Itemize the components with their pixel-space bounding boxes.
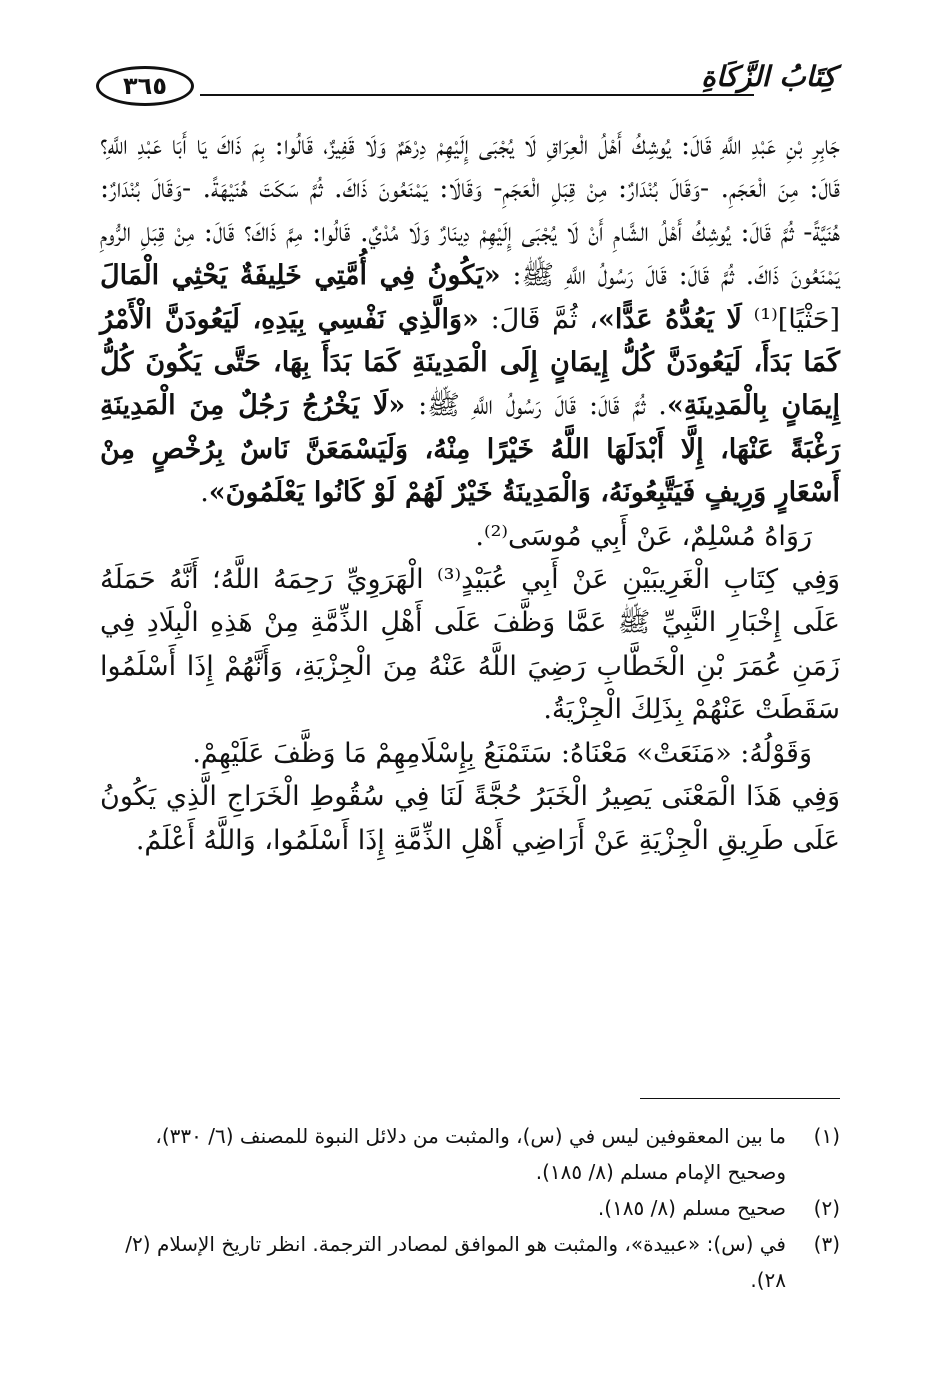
footnote-number: (٢) [813,1196,840,1220]
footnote-number: (٣) [813,1232,840,1256]
narration-text: . ثُمَّ قَالَ: قَالَ رَسُولُ اللَّهِ ﷺ: [405,390,667,422]
hadith-quote: «يَكُونُ فِي أُمَّتِي خَلِيفَةٌ يَحْثِي الْمَالَ [100,260,501,292]
footnote-item [100,1118,840,1190]
footnote-text: ما بين المعقوفين ليس في (س)، والمثبت من دلائل النبوة للمصنف (٦/ ٣٣٠)، وصحيح الإمام مسلم (٨/ ١٨٥). [155,1124,786,1184]
main-text [100,124,840,862]
footnote-number: (١) [813,1124,840,1148]
book-title: كِتَابُ الزَّكَاةِ [701,60,836,93]
footnote-item [100,1190,840,1226]
hadith-quote: لَا يَعُدُّهُ عَدًّا» [598,303,742,335]
paragraph-hadith-narration [100,124,840,515]
narration-text: جَابِرِ بْنِ عَبْدِ اللَّهِ قَالَ: يُوشِكُ أَهْلُ الْعِرَاقِ لَا يُجْبَى إِلَيْهِمْ دِرْهَمٌ وَلَا قَفِيزٌ، قَالُوا: بِمَ ذَاكَ يَا أَبَا عَبْدِ اللَّهِ؟ قَالَ: مِنَ الْعَجَمِ. -وَقَالَ بُنْدَارٌ: مِنْ قِبَلِ الْعَجَمِ- وَقَالَا: يَمْنَعُونَ ذَاكَ. ثُمَّ سَكَتَ هُنَيْهَةً. -وَقَالَ بُنْدَارٌ: هُنَيَّةً- ثُمَّ قَالَ: يُوشِكُ أَهْلُ الشَّامِ أَنْ لَا يُجْبَى إِلَيْهِمْ دِينَارٌ وَلَا مُدْيٌ. قَالُوا: مِمَّ ذَاكَ؟ قَالَ: مِنْ قِبَلِ الرُّومِ يَمْنَعُونَ ذَاكَ. ثُمَّ قَالَ: قَالَ رَسُولُ اللَّهِ ﷺ: [100,130,840,292]
header-rule [200,94,754,96]
paragraph-source: رَوَاهُ مُسْلِمٌ، عَنْ أَبِي مُوسَى⁽²⁾. [475,520,812,552]
hadith-quote: «لَا يَخْرُجُ رَجُلٌ مِنَ الْمَدِينَةِ رَغْبَةً عَنْهَا، إِلَّا أَبْدَلَهَا اللَّهُ خَيْرًا مِنْهُ، وَلَيَسْمَعَنَّ نَاسٌ بِرُخْصٍ مِنْ أَسْعَارٍ وَرِيفٍ فَيَتَّبِعُونَهُ، وَالْمَدِينَةُ خَيْرٌ لَهُمْ لَوْ كَانُوا يَعْلَمُونَ» [100,390,840,509]
paragraph-meaning: وَقَوْلُهُ: «مَنَعَتْ» مَعْنَاهُ: سَتَمْنَعُ بِإِسْلَامِهِمْ مَا وَظَّفَ عَلَيْهِمْ. [192,737,812,769]
footnote-item [100,1226,840,1298]
paragraph-gharibayn: وَفِي كِتَابِ الْغَرِيبَيْنِ عَنْ أَبِي عُبَيْدٍ⁽³⁾ الْهَرَوِيِّ رَحِمَهُ اللَّهُ؛ أَنَّهُ حَمَلَهُ عَلَى إِخْبَارِ النَّبِيِّ ﷺ عَمَّا وَظَّفَ عَلَى أَهْلِ الذِّمَّةِ مِنْ هَذِهِ الْبِلَادِ فِي زَمَنِ عُمَرَ بْنِ الْخَطَّابِ رَضِيَ اللَّهُ عَنْهُ مِنَ الْجِزْيَةِ، وَأَنَّهُمْ إِذَا أَسْلَمُوا سَقَطَتْ عَنْهُمْ بِذَلِكَ الْجِزْيَةُ. [100,564,840,726]
hadith-quote: «وَالَّذِي نَفْسِي بِيَدِهِ، لَيَعُودَنَّ الْأَمْرُ كَمَا بَدَأَ، لَيَعُودَنَّ كُلُّ إِيمَانٍ إِلَى الْمَدِينَةِ كَمَا بَدَأَ بِهَا، حَتَّى يَكُونَ كُلُّ إِيمَانٍ بِالْمَدِينَةِ» [100,303,840,422]
bracket-insertion: [حَثْيًا]⁽¹⁾ [741,303,841,335]
footnote-text: صحيح مسلم (٨/ ١٨٥). [597,1196,786,1220]
page-number: ٣٦٥ [96,66,194,106]
footnote-divider [640,1098,840,1099]
footnote-text: في (س): «عبيدة»، والمثبت هو الموافق لمصادر الترجمة. انظر تاريخ الإسلام (٢/ ٢٨). [125,1232,786,1292]
narration-text: . [200,477,209,509]
footnotes [100,1118,840,1298]
narration-text: ، ثُمَّ قَالَ: [478,303,598,335]
page-header [96,60,836,120]
paragraph-conclusion: وَفِي هَذَا الْمَعْنَى يَصِيرُ الْخَبَرُ حُجَّةً لَنَا فِي سُقُوطِ الْخَرَاجِ الَّذِي يَكُونُ عَلَى طَرِيقِ الْجِزْيَةِ عَنْ أَرَاضِي أَهْلِ الذِّمَّةِ إِذَا أَسْلَمُوا، وَاللَّهُ أَعْلَمُ. [100,781,840,856]
